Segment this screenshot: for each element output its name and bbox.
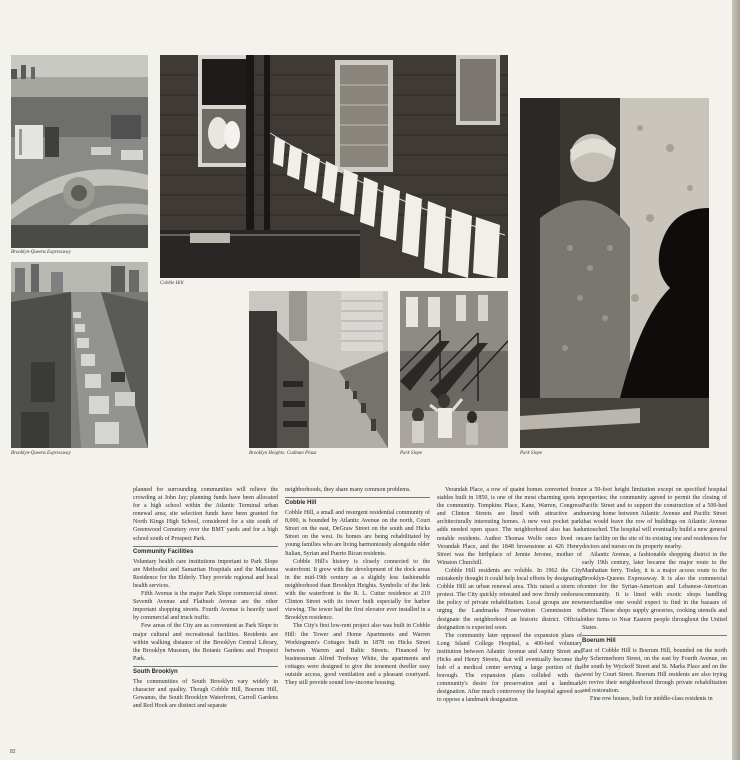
text-column-1 <box>133 486 278 710</box>
photo-park-slope-2 <box>520 98 709 448</box>
page-number: 82 <box>10 749 16 755</box>
paragraph: Verandah Place, a row of quaint homes converted from stables built in 1850, is one of the most charming spots in the community. Tompkins Place, Kane, Warren, Congress and Clinton Streets are lined with attractive and architecturally interesting homes. A new vest pocket park adds needed open space. The neighborhood also has had notable residents. Author Thomas Wolfe once lived on Verandah Place, and the 1848 brownstone at 426 Henry Street was the birthplace of Jennie Jerome, mother of Winston Churchill. <box>437 487 582 566</box>
highway-traffic-image <box>11 262 148 448</box>
brick-building-laundry-image <box>160 55 508 278</box>
park-slope-women-image <box>520 98 709 448</box>
text-column-3 <box>437 486 582 705</box>
paragraph: Cobble Hill's history is closely connected to the waterfront. It grew with the development of the dock areas in the mid-19th century as a slightly less fashionable neighborhood than Brooklyn Heights. Symbolic of the link with the waterfront is the R. L. Cutter residence at 219 Clinton Street with its tower built especially for harbor viewing. The tower had the first elevator ever installed in a Brooklyn residence. <box>285 558 430 622</box>
paragraph: Fifth Avenue is the major Park Slope commercial street. Seventh Avenue and Flatbush Avenue are the other important shopping streets. Fourth Avenue is heavily used by commercial and truck traffic. <box>133 591 278 622</box>
paragraph: The community later opposed the expansion plans of Long Island College Hospital, a 400-bed voluntary institution between Atlantic Avenue and Amity Street and Hicks and Henry Streets, that will eventually become the hub of a medical center serving a large portion of the borough. The expansion plans collided with the community's desire for preservation and a landmark designation. After much controversy the hospital agreed not to oppose a landmark designation <box>437 632 582 704</box>
text-column-2 <box>285 486 430 687</box>
paragraph: Few areas of the City are as convenient as Park Slope to major cultural and recreational facilities. Residents are within walking distance of the Brooklyn Central Library, the Brooklyn Museum, the Botanic Gardens and Prospect Park. <box>133 623 278 662</box>
caption-cadman-plaza: Brooklyn Heights: Cadman Plaza <box>249 451 317 456</box>
paragraph: neighborhoods, they share many common problems. <box>285 487 411 493</box>
paragraph: The City's first low-rent project also was built in Cobble Hill: the Tower and Home Apartments and Warren Workingmen's Cottages built in 1878 on Hicks Street between Warren and Baltic Streets. Financed by businessman Alfred Tredway White, the apartments and cottages were designed to give the tenement dweller easy outside access, good ventilation and a pleasant courtyard. They still provide sound low-income housing. <box>285 623 430 687</box>
caption-park-slope-2: Park Slope <box>520 451 543 456</box>
caption-bqe-aerial: Brooklyn-Queens Expressway <box>11 250 71 255</box>
paragraph: Voluntary health care institutions important to Park Slope are Methodist and Samaritan Hospitals and the Madonna Residence for the Elderly. They provide regional and local health services. <box>133 558 278 589</box>
park-slope-stoops-image <box>400 291 508 448</box>
photo-bqe-aerial <box>11 55 148 248</box>
section-heading-boerum-hill: Boerum Hill <box>582 635 727 645</box>
section-heading-cobble-hill: Cobble Hill <box>285 497 430 507</box>
caption-park-slope-1: Park Slope <box>400 451 423 456</box>
paragraph: planned for surrounding communities will relieve the crowding at John Jay; planning funds have been allocated for a high school within the Atlantic Terminal urban renewal area; site selection funds have been granted for North Kings High School, considered for a site south of Greenwood Cemetery over the BMT yards and for a high school south of Prospect Park. <box>133 487 278 542</box>
caption-bqe-traffic: Brooklyn-Queens Expressway <box>11 451 71 456</box>
section-heading-community-facilities: Community Facilities <box>133 546 278 556</box>
paragraph: Cobble Hill residents are voluble. In 1962 the City mistakenly thought it could help local efforts by designating Cobble Hill an urban renewal area. This raised a storm of protest. The City quickly retreated and now firmly endorses the policy of private rehabilitation. Local groups are now urging the Landmarks Preservation Commission to designate the neighborhood an historic district. Official designation is expected soon. <box>437 567 582 631</box>
photo-bqe-traffic <box>11 262 148 448</box>
paragraph: Atlantic Avenue, a fashionable shopping district in the early 19th century, later became the major route to the Manhattan ferry. Today, it is a major access route to the Brooklyn-Queens Expressway. It is also the commercial center for the Syrian-American and Lebanese-American community. It is lined with exotic shops handling merchandise one would expect to find in the bazaars of Beirut. These shops supply groceries, cooking utensils and other items to Near Eastern people throughout the United States. <box>582 551 727 631</box>
book-binding-edge <box>732 0 740 760</box>
photo-cadman-plaza <box>249 291 388 448</box>
paragraph: or a 50-foot height limitation except on specified hospital properties; the community agreed to permit the closing of Pacific Street and to support the construction of a 500-bed nursing home between Atlantic Avenue and Pacific Street that would leave the row of buildings on Atlantic Avenue untouched. The hospital will eventually build a new general care facility on the site of its existing one and residences for doctors and nurses on its property nearby. <box>582 487 727 550</box>
photo-cobble-hill <box>160 55 508 278</box>
text-column-4 <box>582 486 727 703</box>
aerial-cityscape-image <box>11 55 148 248</box>
cadman-plaza-image <box>249 291 388 448</box>
section-heading-south-brooklyn: South Brooklyn <box>133 666 278 676</box>
caption-cobble-hill: Cobble Hill <box>160 281 184 286</box>
paragraph: Fine row houses, built for middle-class residents in <box>590 696 713 703</box>
paragraph: Cobble Hill, a small and resurgent residential community of 8,000, is bounded by Atlantic Avenue on the north, Court Street on the east, DeGraw Street on the south and Hicks Street on the west. Its homes are being rehabilitated by young families who are living harmoniously alongside older Italian, Syrian and Puerto Rican residents. <box>285 510 430 557</box>
paragraph: The communities of South Brooklyn vary widely in character and quality. Though Cobble Hill, Boerum Hill, Gowanus, the South Brooklyn Waterfront, Carroll Gardens and Red Hook are distinct and separate <box>133 678 278 710</box>
photo-park-slope-1 <box>400 291 508 448</box>
paragraph: East of Cobble Hill is Boerum Hill, bounded on the north by Schermerhorn Street, on the east by Fourth Avenue, on the south by Wyckoff Street and St. Marks Place and on the west by Court Street. Boerum Hill residents are also trying to revive their neighborhood through private rehabilitation and restoration. <box>582 647 727 695</box>
